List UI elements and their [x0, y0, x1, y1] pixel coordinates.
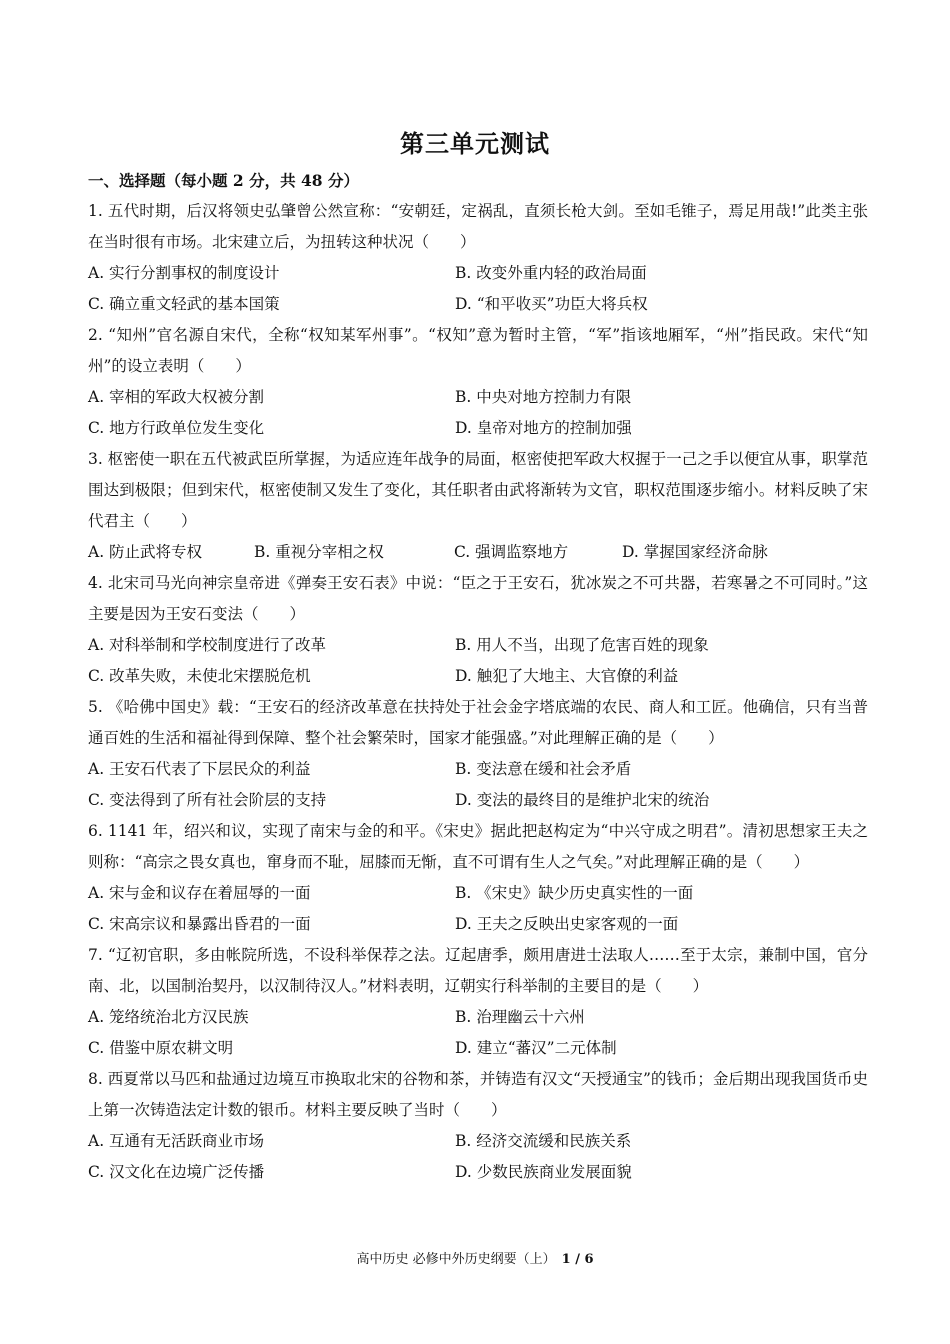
- option-c: C. 借鉴中原农耕文明: [88, 1039, 234, 1057]
- option-b: B. 《宋史》缺少历史真实性的一面: [455, 884, 694, 902]
- question-stem: 3. 枢密使一职在五代被武臣所掌握，为适应连年战争的局面，枢密使把军政大权握于一己之手以便宜从事，职掌范围达到极限；但到宋代，枢密使制又发生了变化，其任职者由武将渐转为文官，职权范围逐步缩小。材料反映了宋代君主（ ）: [88, 450, 868, 530]
- option-c: C. 强调监察地方: [454, 543, 569, 561]
- option-list: [88, 382, 868, 444]
- question-5: [88, 692, 868, 816]
- question-7: [88, 940, 868, 1064]
- section-heading: 一、选择题（每小题 2 分，共 48 分）: [88, 171, 359, 190]
- option-b: B. 改变外重内轻的政治局面: [455, 264, 647, 282]
- option-d: D. “和平收买”功臣大将兵权: [455, 295, 648, 313]
- option-b: B. 用人不当，出现了危害百姓的现象: [455, 636, 709, 654]
- option-a: A. 互通有无活跃商业市场: [88, 1132, 265, 1150]
- question-4: [88, 568, 868, 692]
- option-b: B. 重视分宰相之权: [254, 543, 384, 561]
- option-list: [88, 630, 868, 692]
- option-c: C. 地方行政单位发生变化: [88, 419, 265, 437]
- option-c: C. 确立重文轻武的基本国策: [88, 295, 280, 313]
- option-c: C. 汉文化在边境广泛传播: [88, 1163, 265, 1181]
- option-c: C. 变法得到了所有社会阶层的支持: [88, 791, 327, 809]
- option-d: D. 皇帝对地方的控制加强: [455, 419, 632, 437]
- question-8: [88, 1064, 868, 1188]
- option-list: [88, 754, 868, 816]
- page-footer: [0, 1248, 950, 1267]
- question-stem: 5. 《哈佛中国史》载：“王安石的经济改革意在扶持处于社会金字塔底端的农民、商人和工匠。他确信，只有当普通百姓的生活和福祉得到保障、整个社会繁荣时，国家才能强盛。”对此理解正确的是（ ）: [88, 698, 868, 747]
- page-title: 第三单元测试: [400, 129, 550, 158]
- question-stem: 1. 五代时期，后汉将领史弘肇曾公然宣称：“安朝廷，定祸乱，直须长枪大剑。至如毛锥子，焉足用哉!”此类主张在当时很有市场。北宋建立后，为扭转这种状况（ ）: [88, 202, 868, 251]
- option-b: B. 中央对地方控制力有限: [455, 388, 632, 406]
- option-list: [88, 878, 868, 940]
- question-stem: 8. 西夏常以马匹和盐通过边境互市换取北宋的谷物和茶，并铸造有汉文“天授通宝”的钱币；金后期出现我国货币史上第一次铸造法定计数的银币。材料主要反映了当时（ ）: [88, 1070, 868, 1119]
- question-3: [88, 444, 868, 568]
- option-b: B. 经济交流缓和民族关系: [455, 1132, 632, 1150]
- option-a: A. 宋与金和议存在着屈辱的一面: [88, 884, 311, 902]
- option-list: [88, 537, 868, 568]
- question-6: [88, 816, 868, 940]
- option-b: B. 变法意在缓和社会矛盾: [455, 760, 632, 778]
- option-c: C. 宋高宗议和暴露出昏君的一面: [88, 915, 311, 933]
- option-a: A. 防止武将专权: [88, 543, 203, 561]
- footer-text: 高中历史 必修中外历史纲要（上）: [356, 1252, 556, 1267]
- option-b: B. 治理幽云十六州: [455, 1008, 585, 1026]
- question-stem: 7. “辽初官职，多由帐院所选，不设科举保荐之法。辽起唐季，颇用唐进士法取人……至于太宗，兼制中国，官分南、北，以国制治契丹，以汉制待汉人。”材料表明，辽朝实行科举制的主要目的是（ ）: [88, 946, 868, 995]
- question-2: [88, 320, 868, 444]
- option-a: A. 王安石代表了下层民众的利益: [88, 760, 311, 778]
- option-list: [88, 1002, 868, 1064]
- option-a: A. 实行分割事权的制度设计: [88, 264, 280, 282]
- question-stem: 6. 1141 年，绍兴和议，实现了南宋与金的和平。《宋史》据此把赵构定为“中兴守成之明君”。清初思想家王夫之则称：“高宗之畏女真也，窜身而不耻，屈膝而无惭，直不可谓有生人之气矣。”对此理解正确的是（ ）: [88, 822, 868, 871]
- page-number: 1 / 6: [561, 1252, 594, 1267]
- option-d: D. 掌握国家经济命脉: [622, 543, 768, 561]
- option-d: D. 王夫之反映出史家客观的一面: [455, 915, 679, 933]
- option-c: C. 改革失败，未使北宋摆脱危机: [88, 667, 311, 685]
- question-stem: 2. “知州”官名源自宋代，全称“权知某军州事”。“权知”意为暂时主管，“军”指该地厢军，“州”指民政。宋代“知州”的设立表明（ ）: [88, 326, 868, 375]
- option-d: D. 少数民族商业发展面貌: [455, 1163, 632, 1181]
- question-list: [88, 170, 868, 1188]
- option-a: A. 对科举制和学校制度进行了改革: [88, 636, 327, 654]
- option-list: [88, 1126, 868, 1188]
- option-a: A. 笼络统治北方汉民族: [88, 1008, 249, 1026]
- question-stem: 4. 北宋司马光向神宗皇帝进《弹奏王安石表》中说：“臣之于王安石，犹冰炭之不可共器，若寒暑之不可同时。”这主要是因为王安石变法（ ）: [88, 574, 868, 623]
- option-d: D. 触犯了大地主、大官僚的利益: [455, 667, 679, 685]
- option-a: A. 宰相的军政大权被分割: [88, 388, 265, 406]
- option-d: D. 变法的最终目的是维护北宋的统治: [455, 791, 710, 809]
- option-list: [88, 258, 868, 320]
- question-1: [88, 196, 868, 320]
- option-d: D. 建立“蕃汉”二元体制: [455, 1039, 617, 1057]
